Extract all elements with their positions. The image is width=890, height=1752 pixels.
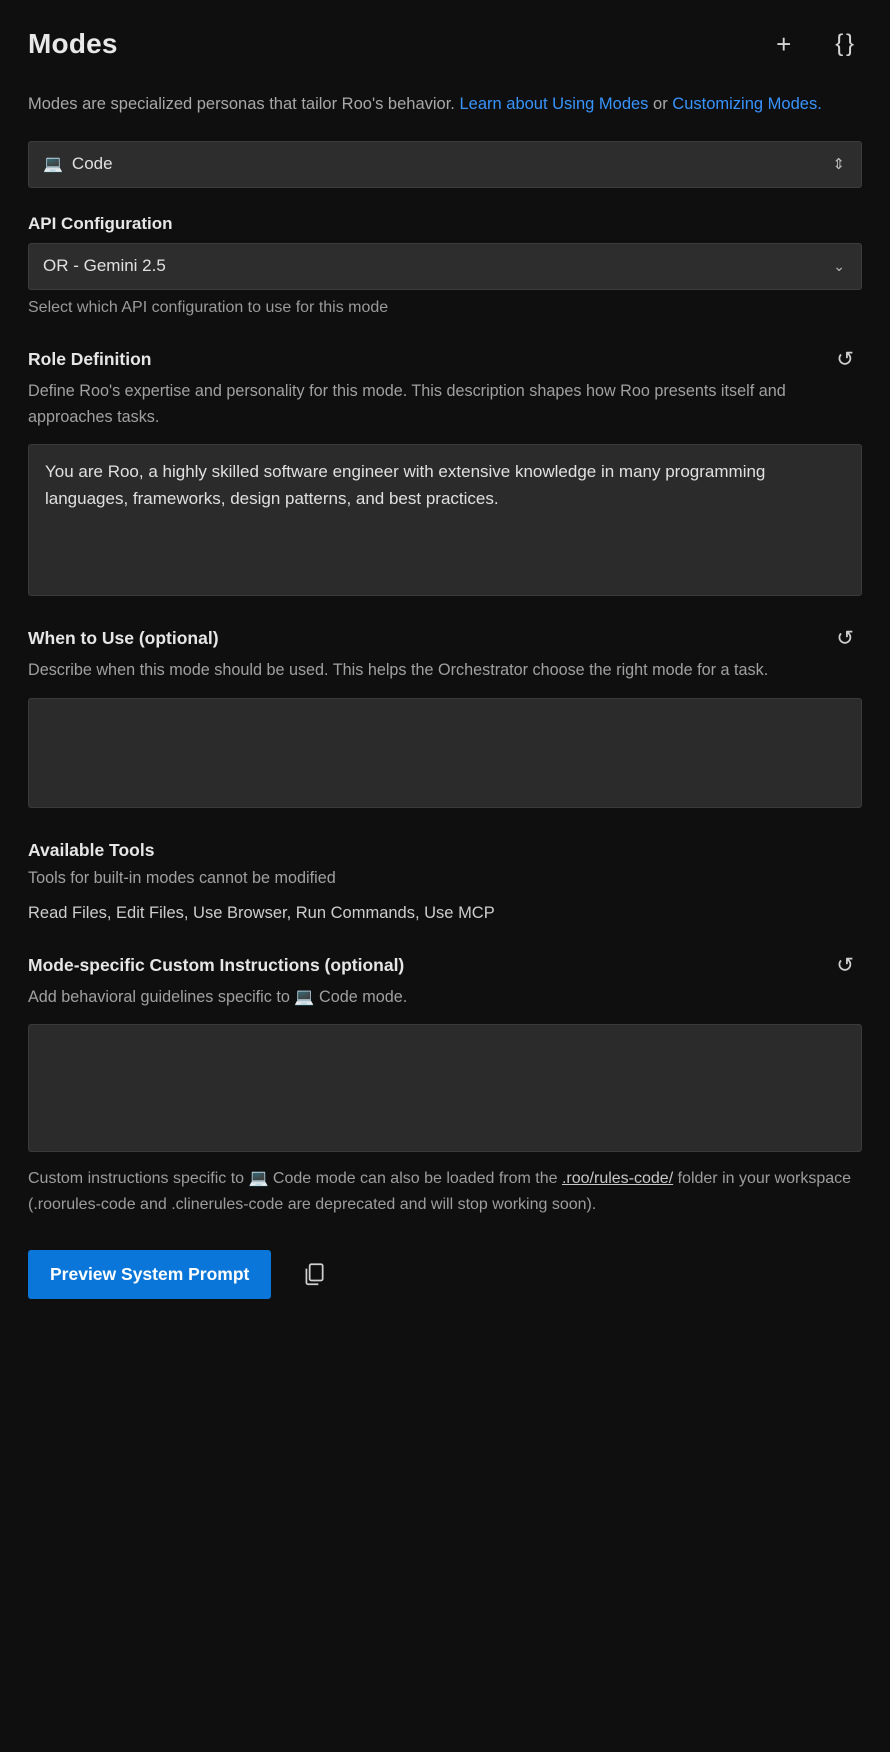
custom-instructions-footer-lead: Custom instructions specific to 💻 Code mode can also be loaded from the xyxy=(28,1169,558,1187)
custom-instructions-title: Mode-specific Custom Instructions (optional) xyxy=(28,954,405,975)
chevron-updown-icon: ⇕ xyxy=(832,155,845,173)
custom-instructions-help: Add behavioral guidelines specific to 💻 Code mode. xyxy=(28,987,408,1006)
custom-instructions-header xyxy=(28,955,862,976)
intro-text-between: or xyxy=(653,95,668,113)
custom-instructions-input[interactable] xyxy=(28,1024,862,1152)
role-definition-help: Define Roo's expertise and personality for this mode. This description shapes how Roo presents itself and approaches tasks. xyxy=(28,381,786,427)
plus-icon[interactable]: + xyxy=(772,29,795,59)
when-to-use-title: When to Use (optional) xyxy=(28,628,219,649)
api-configuration-label: API Configuration xyxy=(28,213,173,233)
custom-instructions-footer-tail: folder in your workspace (.roorules-code and .clinerules-code are deprecated and will stop working soon). xyxy=(28,1169,852,1213)
preview-system-prompt-button[interactable]: Preview System Prompt xyxy=(28,1250,271,1299)
role-definition-title: Role Definition xyxy=(28,348,152,369)
when-to-use-help: Describe when this mode should be used. This helps the Orchestrator choose the right mode for a task. xyxy=(28,661,769,680)
copy-icon[interactable] xyxy=(301,1261,327,1287)
header-actions xyxy=(772,29,862,59)
available-tools-title: Available Tools xyxy=(28,839,155,860)
intro-text xyxy=(28,90,838,119)
learn-using-modes-link[interactable]: Learn about Using Modes xyxy=(459,95,649,113)
customizing-modes-link[interactable]: Customizing Modes. xyxy=(672,95,822,113)
role-definition-input[interactable] xyxy=(28,444,862,596)
available-tools-header xyxy=(28,840,862,861)
laptop-icon: 💻 xyxy=(43,156,63,174)
reset-icon[interactable]: ↺ xyxy=(836,953,854,977)
mode-select[interactable] xyxy=(28,141,862,188)
chevron-down-icon: ⌄ xyxy=(833,258,845,275)
reset-icon[interactable]: ↺ xyxy=(836,347,854,371)
api-configuration-value: OR - Gemini 2.5 xyxy=(43,256,166,276)
role-definition-header xyxy=(28,349,862,370)
reset-icon[interactable]: ↺ xyxy=(836,627,854,651)
panel-header xyxy=(28,0,862,66)
intro-text-lead: Modes are specialized personas that tailor Roo's behavior. xyxy=(28,95,455,113)
braces-icon[interactable]: { } xyxy=(831,30,856,58)
available-tools-note: Tools for built-in modes cannot be modified xyxy=(28,868,336,887)
when-to-use-input[interactable] xyxy=(28,698,862,808)
available-tools-list: Read Files, Edit Files, Use Browser, Run Commands, Use MCP xyxy=(28,903,495,922)
mode-select-label: Code xyxy=(71,154,113,174)
page-title: Modes xyxy=(28,28,118,59)
api-configuration-help: Select which API configuration to use for this mode xyxy=(28,298,389,316)
api-configuration-select[interactable] xyxy=(28,243,862,290)
when-to-use-header xyxy=(28,628,862,649)
mode-select-value xyxy=(43,154,113,174)
custom-instructions-footer xyxy=(28,1166,858,1218)
bottom-action-bar xyxy=(28,1250,862,1329)
rules-folder-path-link[interactable]: .roo/rules-code/ xyxy=(561,1169,674,1187)
